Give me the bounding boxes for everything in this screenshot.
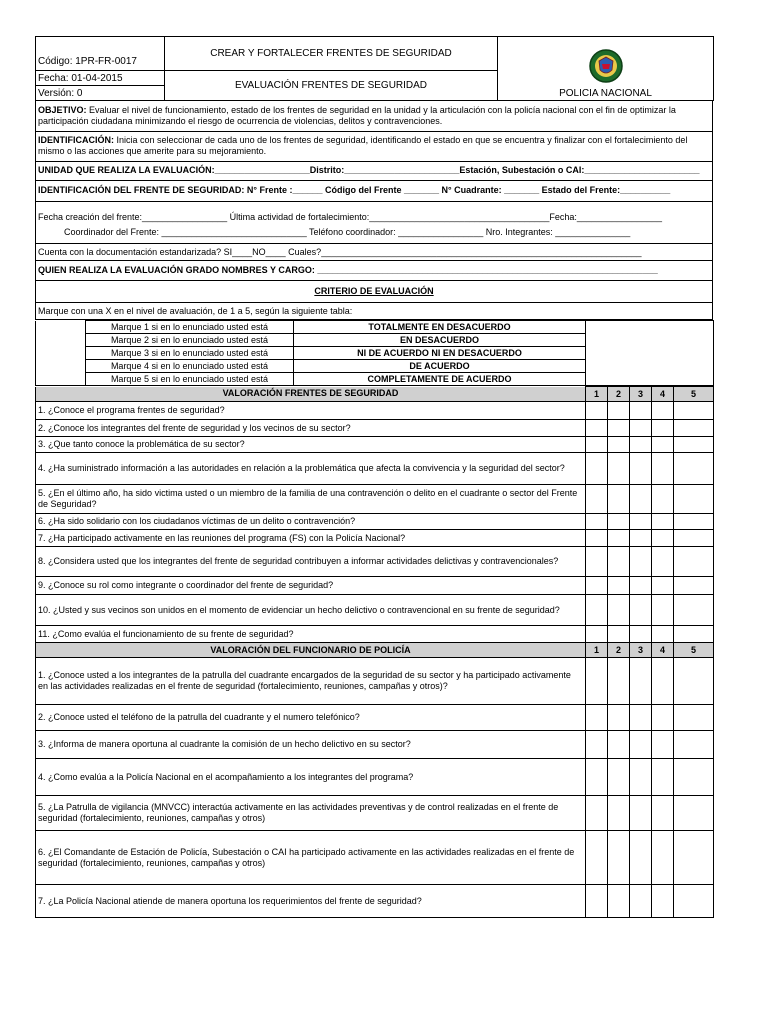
rating-cell[interactable]: [674, 514, 714, 530]
rating-cell[interactable]: [630, 705, 652, 731]
rating-cell[interactable]: [652, 485, 674, 514]
scale-row-value: NI DE ACUERDO NI EN DESACUERDO: [294, 347, 586, 360]
rating-cell[interactable]: [586, 595, 608, 626]
org-block: [498, 37, 714, 101]
rating-cell[interactable]: [586, 731, 608, 759]
rating-cell[interactable]: [586, 759, 608, 796]
rating-cell[interactable]: [608, 402, 630, 420]
question-text: 2. ¿Conoce usted el teléfono de la patrulla del cuadrante y el numero telefónico?: [36, 705, 586, 731]
rating-cell[interactable]: [608, 514, 630, 530]
police-shield-icon: [588, 48, 624, 84]
rating-cell[interactable]: [630, 420, 652, 437]
rating-cell[interactable]: [608, 453, 630, 485]
rating-cell[interactable]: [652, 658, 674, 705]
rating-cell[interactable]: [652, 705, 674, 731]
rating-cell[interactable]: [674, 437, 714, 453]
rating-cell[interactable]: [586, 547, 608, 577]
form-code: Código: 1PR-FR-0017: [36, 54, 165, 71]
rating-cell[interactable]: [608, 595, 630, 626]
rating-cell[interactable]: [608, 731, 630, 759]
evaluation-form: [35, 36, 713, 918]
objetivo: OBJETIVO: Evaluar el nivel de funcionamiento, estado de los frentes de seguridad en la unidad y la articulación con la policía nacional con el fin de optimizar la participación ciudadana minimizando el riesgo de ocurrencia de violencias, delitos y contravenciones.: [36, 101, 713, 131]
rating-cell[interactable]: [608, 796, 630, 831]
rating-cell[interactable]: [674, 453, 714, 485]
rating-cell[interactable]: [652, 547, 674, 577]
form-subtitle: EVALUACIÓN FRENTES DE SEGURIDAD: [165, 71, 498, 101]
rating-cell[interactable]: [586, 831, 608, 885]
question-text: 1. ¿Conoce usted a los integrantes de la patrulla del cuadrante encargados de la seguridad de su sector y ha participado activamente en las actividades realizadas en el frente de seguridad (fortalecimiento, reuniones, campañas y otros)?: [36, 658, 586, 705]
rating-cell[interactable]: [674, 595, 714, 626]
rating-cell[interactable]: [608, 705, 630, 731]
rating-cell[interactable]: [630, 514, 652, 530]
question-text: 6. ¿El Comandante de Estación de Policía, Subestación o CAI ha participado activamente en las actividades realizadas en el frente de seguridad (fortalecimiento, reuniones, campañas y otros): [36, 831, 586, 885]
rating-cell[interactable]: [652, 885, 674, 918]
rating-cell[interactable]: [586, 626, 608, 643]
rating-cell[interactable]: [630, 453, 652, 485]
rating-cell[interactable]: [608, 885, 630, 918]
rating-cell[interactable]: [674, 626, 714, 643]
column-header: 5: [674, 643, 714, 658]
rating-cell[interactable]: [674, 705, 714, 731]
rating-cell[interactable]: [630, 759, 652, 796]
scale-row-value: TOTALMENTE EN DESACUERDO: [294, 321, 586, 334]
rating-cell[interactable]: [608, 759, 630, 796]
criterio-title: CRITERIO DE EVALUACIÓN: [36, 281, 713, 303]
rating-cell[interactable]: [586, 885, 608, 918]
question-text: 11. ¿Como evalúa el funcionamiento de su frente de seguridad?: [36, 626, 586, 643]
question-text: 3. ¿Que tanto conoce la problemática de su sector?: [36, 437, 586, 453]
question-text: 4. ¿Ha suministrado información a las autoridades en relación a la problemática que afecta la convivencia y la seguridad del sector?: [36, 453, 586, 485]
rating-cell[interactable]: [674, 731, 714, 759]
form-info: [35, 101, 713, 320]
org-name: POLICIA NACIONAL: [559, 88, 652, 99]
rating-cell[interactable]: [608, 658, 630, 705]
rating-cell[interactable]: [674, 658, 714, 705]
scale-row-value: COMPLETAMENTE DE ACUERDO: [294, 373, 586, 386]
rating-cell[interactable]: [674, 831, 714, 885]
rating-cell[interactable]: [630, 402, 652, 420]
rating-cell[interactable]: [630, 731, 652, 759]
rating-cell[interactable]: [652, 626, 674, 643]
rating-cell[interactable]: [630, 626, 652, 643]
rating-cell[interactable]: [586, 402, 608, 420]
quien-field[interactable]: QUIEN REALIZA LA EVALUACIÓN GRADO NOMBRES Y CARGO: ____________________________________________________________________: [36, 261, 713, 281]
rating-cell[interactable]: [586, 514, 608, 530]
rating-cell[interactable]: [630, 485, 652, 514]
rating-cell[interactable]: [652, 796, 674, 831]
question-text: 5. ¿En el último año, ha sido victima usted o un miembro de la familia de una contravención o delito en el cuadrante o sector del Frente de Seguridad?: [36, 485, 586, 514]
section-title: VALORACIÓN FRENTES DE SEGURIDAD: [36, 387, 586, 402]
scale-table: [35, 320, 714, 386]
form-version: Versión: 0: [36, 86, 165, 101]
rating-cell[interactable]: [652, 759, 674, 796]
column-header: 1: [586, 387, 608, 402]
column-header: 1: [586, 643, 608, 658]
rating-cell[interactable]: [586, 705, 608, 731]
scale-row-label: Marque 3 si en lo enunciado usted está: [86, 347, 294, 360]
rating-cell[interactable]: [674, 759, 714, 796]
criterio-instruction: Marque con una X en el nivel de avaluación, de 1 a 5, según la siguiente tabla:: [36, 303, 713, 320]
rating-cell[interactable]: [608, 626, 630, 643]
rating-cell[interactable]: [630, 595, 652, 626]
rating-cell[interactable]: [652, 577, 674, 595]
documentacion-field[interactable]: Cuenta con la documentación estandarizada? SI____NO____ Cuales?________________________________________________________________: [36, 244, 713, 261]
rating-cell[interactable]: [630, 530, 652, 547]
rating-cell[interactable]: [630, 577, 652, 595]
coordinador-field[interactable]: Coordinador del Frente: _____________________________ Teléfono coordinador: _________________ Nro. Integrantes: _______________: [36, 223, 713, 244]
rating-cell[interactable]: [652, 420, 674, 437]
form-date: Fecha: 01-04-2015: [36, 71, 165, 86]
section-title: VALORACIÓN DEL FUNCIONARIO DE POLICÍA: [36, 643, 586, 658]
rating-cell[interactable]: [630, 547, 652, 577]
rating-cell[interactable]: [674, 402, 714, 420]
rating-cell[interactable]: [674, 547, 714, 577]
rating-cell[interactable]: [608, 530, 630, 547]
column-header: 3: [630, 387, 652, 402]
rating-cell[interactable]: [652, 831, 674, 885]
rating-cell[interactable]: [674, 485, 714, 514]
form-header: [35, 36, 714, 101]
rating-cell[interactable]: [652, 453, 674, 485]
rating-cell[interactable]: [608, 831, 630, 885]
scale-row-label: Marque 4 si en lo enunciado usted está: [86, 360, 294, 373]
rating-cell[interactable]: [652, 595, 674, 626]
column-header: 4: [652, 643, 674, 658]
fecha-creacion-field[interactable]: Fecha creación del frente:_________________ Última actividad de fortalecimiento:____________________________________Fecha:_________________: [36, 201, 713, 223]
rating-cell[interactable]: [630, 658, 652, 705]
rating-cell[interactable]: [652, 437, 674, 453]
rating-cell[interactable]: [586, 530, 608, 547]
rating-cell[interactable]: [586, 453, 608, 485]
scale-row-value: EN DESACUERDO: [294, 334, 586, 347]
rating-cell[interactable]: [586, 796, 608, 831]
column-header: 2: [608, 387, 630, 402]
rating-cell[interactable]: [674, 885, 714, 918]
rating-cell[interactable]: [586, 577, 608, 595]
rating-cell[interactable]: [652, 530, 674, 547]
unidad-field[interactable]: UNIDAD QUE REALIZA LA EVALUACIÓN:___________________Distrito:_______________________Estación, Subestación o CAI:_______________________: [36, 161, 713, 180]
rating-cell[interactable]: [652, 402, 674, 420]
question-text: 2. ¿Conoce los integrantes del frente de seguridad y los vecinos de su sector?: [36, 420, 586, 437]
column-header: 2: [608, 643, 630, 658]
rating-cell[interactable]: [674, 420, 714, 437]
question-text: 3. ¿Informa de manera oportuna al cuadrante la comisión de un hecho delictivo en su sector?: [36, 731, 586, 759]
rating-cell[interactable]: [586, 658, 608, 705]
question-text: 8. ¿Considera usted que los integrantes del frente de seguridad contribuyen a informar actividades delictivas y contravencionales?: [36, 547, 586, 577]
rating-cell[interactable]: [630, 885, 652, 918]
scale-row-label: Marque 5 si en lo enunciado usted está: [86, 373, 294, 386]
question-text: 1. ¿Conoce el programa frentes de seguridad?: [36, 402, 586, 420]
question-text: 7. ¿La Policía Nacional atiende de manera oportuna los requerimientos del frente de seguridad?: [36, 885, 586, 918]
rating-cell[interactable]: [608, 547, 630, 577]
question-text: 7. ¿Ha participado activamente en las reuniones del programa (FS) con la Policía Nacional?: [36, 530, 586, 547]
question-text: 10. ¿Usted y sus vecinos son unidos en el momento de evidenciar un hecho delictivo o contravencional en su frente de seguridad?: [36, 595, 586, 626]
scale-row-label: Marque 2 si en lo enunciado usted está: [86, 334, 294, 347]
scale-row-label: Marque 1 si en lo enunciado usted está: [86, 321, 294, 334]
column-header: 4: [652, 387, 674, 402]
scale-row-value: DE ACUERDO: [294, 360, 586, 373]
identificacion-frente-field[interactable]: IDENTIFICACIÓN DEL FRENTE DE SEGURIDAD: N° Frente :______ Código del Frente _______ N° Cuadrante: _______ Estado del Frente:__________: [36, 180, 713, 201]
rating-cell[interactable]: [586, 437, 608, 453]
question-text: 4. ¿Como evalúa a la Policía Nacional en el acompañamiento a los integrantes del programa?: [36, 759, 586, 796]
section-frentes: [35, 386, 714, 918]
rating-cell[interactable]: [652, 731, 674, 759]
column-header: 5: [674, 387, 714, 402]
rating-cell[interactable]: [630, 437, 652, 453]
rating-cell[interactable]: [586, 485, 608, 514]
rating-cell[interactable]: [608, 437, 630, 453]
question-text: 5. ¿La Patrulla de vigilancia (MNVCC) interactúa activamente en las actividades preventivas y de control realizadas en el frente de seguridad (fortalecimiento, reuniones, campañas y otros): [36, 796, 586, 831]
rating-cell[interactable]: [630, 831, 652, 885]
rating-cell[interactable]: [608, 485, 630, 514]
rating-cell[interactable]: [630, 796, 652, 831]
rating-cell[interactable]: [674, 577, 714, 595]
question-text: 6. ¿Ha sido solidario con los ciudadanos víctimas de un delito o contravención?: [36, 514, 586, 530]
rating-cell[interactable]: [608, 577, 630, 595]
rating-cell[interactable]: [586, 420, 608, 437]
identificacion: IDENTIFICACIÓN: Inicia con seleccionar de cada uno de los frentes de seguridad, identificando el estado en que se encuentra y finalizar con el fortalecimiento del mismo o las acciones que amerite para su mejoramiento.: [36, 131, 713, 161]
column-header: 3: [630, 643, 652, 658]
rating-cell[interactable]: [674, 796, 714, 831]
form-title: CREAR Y FORTALECER FRENTES DE SEGURIDAD: [165, 37, 498, 71]
rating-cell[interactable]: [652, 514, 674, 530]
question-text: 9. ¿Conoce su rol como integrante o coordinador del frente de seguridad?: [36, 577, 586, 595]
rating-cell[interactable]: [674, 530, 714, 547]
rating-cell[interactable]: [608, 420, 630, 437]
